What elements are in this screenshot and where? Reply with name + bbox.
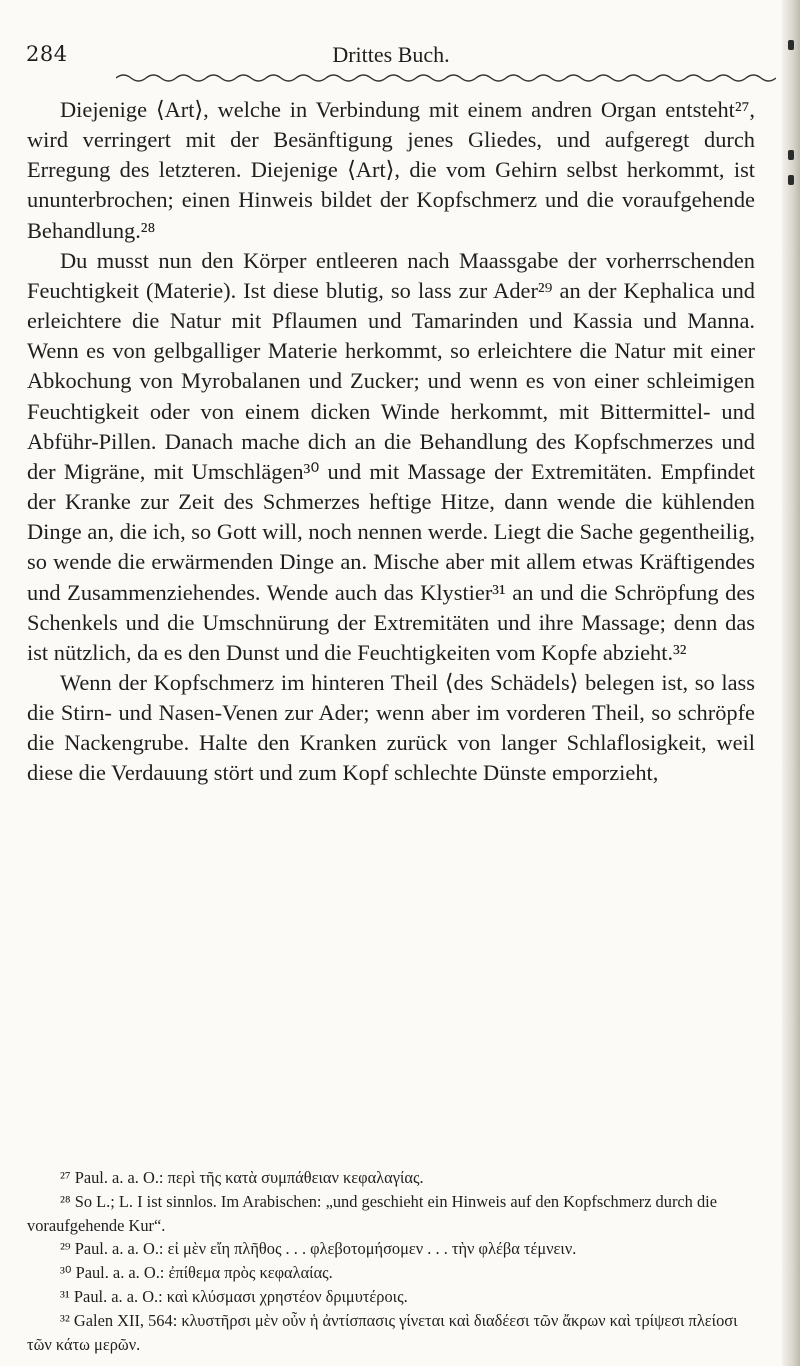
footnote: ³¹ Paul. a. a. O.: καὶ κλύσμασι χρηστέον δριμυτέροις. xyxy=(60,1286,408,1306)
footnotes xyxy=(27,1166,755,1356)
main-text xyxy=(27,95,755,789)
paragraph: Wenn der Kopfschmerz im hinteren Theil ⟨des Schädels⟩ belegen ist, so lass die Stirn- und Nasen-Venen zur Ader; wenn aber im vorderen Theil, so schröpfe die Nackengrube. Halte den Kranken zurück von langer Schlaflosigkeit, weil diese die Verdauung stört und zum Kopf schlechte Dünste emporzieht, xyxy=(27,669,755,786)
footnote: ³² Galen XII, 564: κλυστῆρσι μὲν οὖν ἡ ἀντίσπασις γίνεται καὶ διαδέεσι τῶν ἄκρων καὶ τρίψεσι πλείοσι τῶν κάτω μερῶν. xyxy=(27,1310,738,1354)
edge-mark xyxy=(788,175,794,185)
paragraph: Diejenige ⟨Art⟩, welche in Verbindung mit einem andren Organ entsteht²⁷, wird verringert mit der Besänftigung jenes Gliedes, und aufgeregt durch Erregung des letzteren. Diejenige ⟨Art⟩, die vom Gehirn selbst herkommt, ist ununterbrochen; einen Hinweis bildet der Kopfschmerz und die voraufgehende Behandlung.²⁸ xyxy=(27,97,755,243)
paragraph: Du musst nun den Körper entleeren nach Maassgabe der vorherrschenden Feuchtigkeit (Materie). Ist diese blutig, so lass zur Ader²⁹ an der Kephalica und erleichtere die Natur mit Pflaumen und Tamarinden und Kassia und Manna. Wenn es von gelbgalliger Materie herkommt, so erleichtere die Natur mit einer Abkochung von Myrobalanen und Zucker; und wenn es von einer schleimigen Feuchtigkeit oder von einem dicken Winde herkommt, mit Bittermittel- und Abführ-Pillen. Danach mache dich an die Behandlung des Kopfschmerzes und der Migräne, mit Umschlägen³⁰ und mit Massage der Extremitäten. Empfindet der Kranke zur Zeit des Schmerzes heftige Hitze, dann wende die kühlenden Dinge an, die ich, so Gott will, noch nennen werde. Liegt die Sache gegentheilig, so wende die erwärmenden Dinge an. Mische aber mit allem etwas Kräftigendes und Zusammenziehendes. Wende auch das Klystier³¹ an und die Schröpfung des Schenkels und die Umschnürung der Extremitäten und ihre Massage; denn das ist nützlich, da es den Dunst und die Feuchtigkeiten vom Kopfe abzieht.³² xyxy=(27,247,755,665)
running-head: Drittes Buch. xyxy=(332,42,450,67)
footnote: ³⁰ Paul. a. a. O.: ἐπίθεμα πρὸς κεφαλαίας. xyxy=(60,1263,333,1283)
page-edge-shadow xyxy=(782,0,800,1366)
footnote: ²⁷ Paul. a. a. O.: περὶ τῆς κατὰ συμπάθειαν κεφαλαγίας. xyxy=(60,1168,424,1187)
wavy-rule-ornament xyxy=(116,72,776,84)
page-header xyxy=(26,42,756,82)
edge-mark xyxy=(788,150,794,160)
edge-mark xyxy=(788,40,794,50)
page-number: 284 xyxy=(26,42,68,66)
footnote: ²⁹ Paul. a. a. O.: εἰ μὲν εἴη πλῆθος . . . φλεβοτομήσομεν . . . τὴν φλέβα τέμνειν. xyxy=(60,1239,577,1259)
footnote: ²⁸ So L.; L. I ist sinnlos. Im Arabischen: „und geschieht ein Hinweis auf den Kopfschmerz durch die voraufgehende Kur“. xyxy=(27,1191,718,1235)
